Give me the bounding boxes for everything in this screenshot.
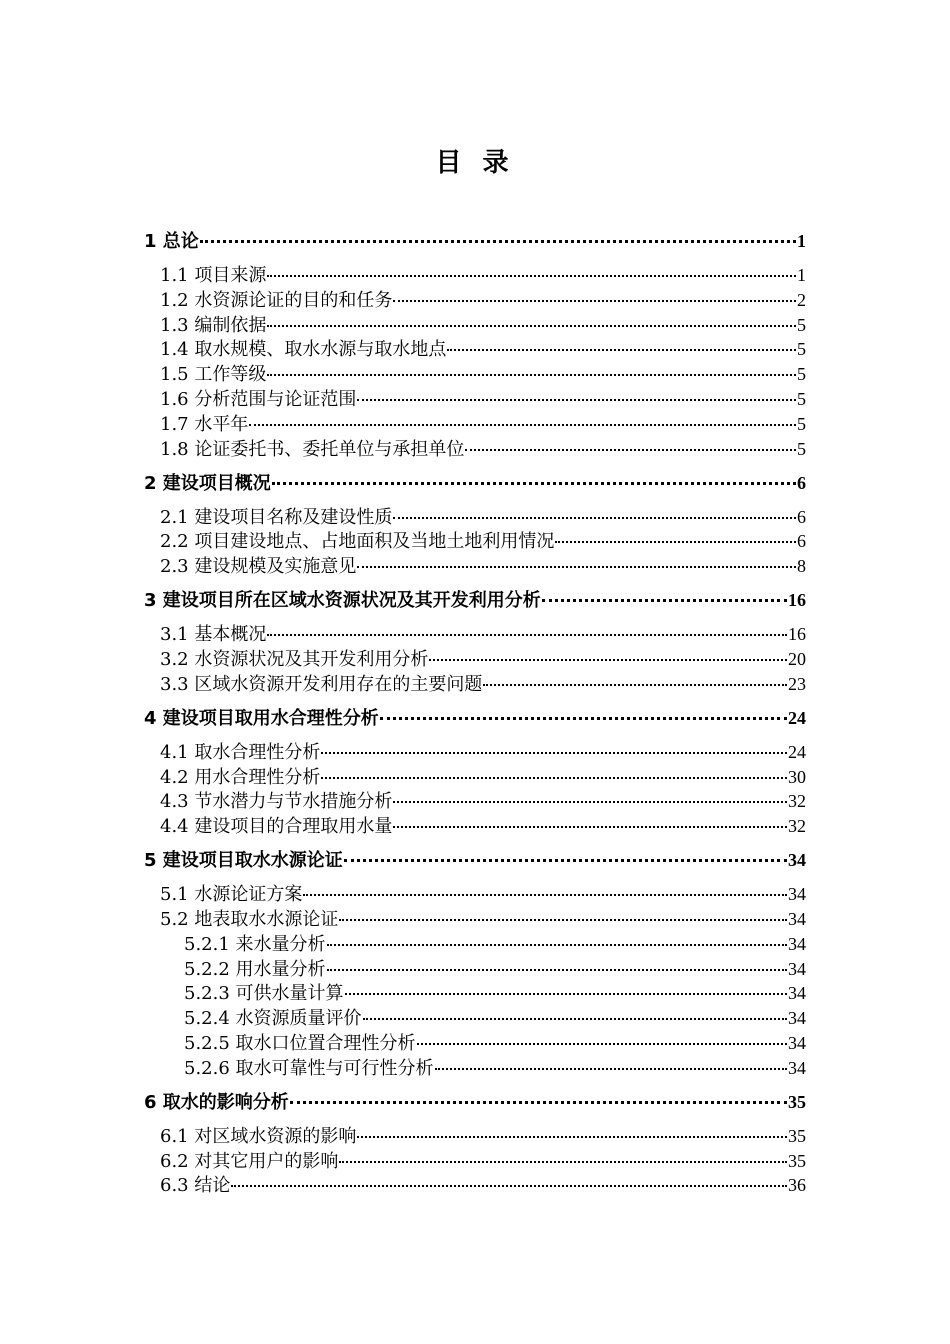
- toc-dot-leader: [393, 300, 796, 302]
- toc-section-entry[interactable]: [160, 1149, 806, 1173]
- toc-chapter-entry[interactable]: [144, 588, 806, 612]
- toc-dot-leader: [465, 449, 796, 451]
- toc-page-number: 32: [788, 816, 806, 836]
- toc-dot-leader: [380, 717, 787, 720]
- toc-page-number: 5: [797, 389, 806, 409]
- toc-entry-title: 4.3 节水潜力与节水措施分析: [160, 791, 393, 812]
- toc-page-number: 5: [797, 364, 806, 384]
- toc-dot-leader: [393, 801, 787, 803]
- toc-page-number: 16: [788, 590, 806, 610]
- toc-entry-title: 1.4 取水规模、取水水源与取水地点: [160, 339, 447, 360]
- toc-page-number: 35: [788, 1092, 806, 1112]
- toc-entry-title: 2 建设项目概况: [144, 473, 271, 494]
- toc-page-number: 34: [788, 850, 806, 870]
- toc-page-number: 36: [788, 1175, 806, 1195]
- toc-dot-leader: [200, 240, 796, 243]
- toc-page-number: 34: [788, 884, 806, 904]
- toc-subsection-entry[interactable]: [184, 932, 806, 956]
- toc-section-entry[interactable]: [160, 288, 806, 312]
- toc-chapter-entry[interactable]: [144, 848, 806, 872]
- toc-entry-title: 4.1 取水合理性分析: [160, 742, 321, 763]
- toc-page-number: 34: [788, 1033, 806, 1053]
- toc-section-entry[interactable]: [160, 622, 806, 646]
- toc-entry-title: 5.1 水源论证方案: [160, 884, 303, 905]
- toc-entry-title: 1.6 分析范围与论证范围: [160, 389, 357, 410]
- toc-entry-title: 5 建设项目取水水源论证: [144, 850, 343, 871]
- toc-dot-leader: [447, 349, 796, 351]
- toc-dot-leader: [429, 659, 787, 661]
- toc-section-entry[interactable]: [160, 789, 806, 813]
- toc-section-entry[interactable]: [160, 313, 806, 337]
- toc-page-number: 5: [797, 339, 806, 359]
- toc-dot-leader: [272, 482, 796, 485]
- toc-page-number: 34: [788, 934, 806, 954]
- toc-entry-title: 2.1 建设项目名称及建设性质: [160, 507, 393, 528]
- toc-page-number: 5: [797, 439, 806, 459]
- toc-entry-title: 1.2 水资源论证的目的和任务: [160, 290, 393, 311]
- toc-entry-title: 1 总论: [144, 231, 199, 252]
- toc-dot-leader: [357, 566, 796, 568]
- toc-page-number: 5: [797, 414, 806, 434]
- toc-dot-leader: [344, 859, 787, 862]
- toc-entry-title: 1.8 论证委托书、委托单位与承担单位: [160, 439, 465, 460]
- toc-dot-leader: [483, 684, 787, 686]
- toc-dot-leader: [357, 399, 796, 401]
- toc-dot-leader: [393, 826, 787, 828]
- toc-entry-title: 1.7 水平年: [160, 414, 249, 435]
- toc-dot-leader: [267, 374, 796, 376]
- toc-chapter-entry[interactable]: [144, 229, 806, 253]
- toc-dot-leader: [363, 1018, 787, 1020]
- toc-entry-title: 5.2.4 水资源质量评价: [184, 1008, 362, 1029]
- toc-entry-title: 1.3 编制依据: [160, 315, 267, 336]
- toc-page-number: 8: [797, 556, 806, 576]
- toc-entry-title: 4.2 用水合理性分析: [160, 767, 321, 788]
- toc-entry-title: 3.3 区域水资源开发利用存在的主要问题: [160, 674, 483, 695]
- toc-section-entry[interactable]: [160, 263, 806, 287]
- toc-entry-title: 2.2 项目建设地点、占地面积及当地土地利用情况: [160, 531, 555, 552]
- toc-entry-title: 2.3 建设规模及实施意见: [160, 556, 357, 577]
- toc-entry-title: 3.1 基本概况: [160, 624, 267, 645]
- toc-dot-leader: [231, 1185, 787, 1187]
- toc-entry-title: 1.1 项目来源: [160, 265, 267, 286]
- toc-section-entry[interactable]: [160, 554, 806, 578]
- toc-page-number: 34: [788, 959, 806, 979]
- toc-section-entry[interactable]: [160, 672, 806, 696]
- toc-subsection-entry[interactable]: [184, 1006, 806, 1030]
- toc-page-number: 6: [797, 531, 806, 551]
- toc-section-entry[interactable]: [160, 362, 806, 386]
- toc-section-entry[interactable]: [160, 412, 806, 436]
- toc-subsection-entry[interactable]: [184, 1031, 806, 1055]
- toc-entry-title: 4.4 建设项目的合理取用水量: [160, 816, 393, 837]
- toc-page-number: 34: [788, 909, 806, 929]
- toc-dot-leader: [357, 1136, 787, 1138]
- toc-page-number: 16: [788, 624, 806, 644]
- toc-dot-leader: [393, 517, 796, 519]
- toc-entry-title: 5.2.1 来水量分析: [184, 934, 326, 955]
- toc-entry-title: 5.2.6 取水可靠性与可行性分析: [184, 1058, 434, 1079]
- toc-section-entry[interactable]: [160, 387, 806, 411]
- toc-dot-leader: [339, 1161, 787, 1163]
- toc-dot-leader: [345, 993, 787, 995]
- toc-entry-title: 5.2.3 可供水量计算: [184, 983, 344, 1004]
- toc-section-entry[interactable]: [160, 1124, 806, 1148]
- toc-section-entry[interactable]: [160, 529, 806, 553]
- toc-dot-leader: [267, 325, 796, 327]
- toc-subsection-entry[interactable]: [184, 1056, 806, 1080]
- toc-dot-leader: [290, 1101, 787, 1104]
- toc-dot-leader: [267, 275, 796, 277]
- toc-page-number: 5: [797, 315, 806, 335]
- toc-page-number: 34: [788, 1058, 806, 1078]
- toc-page-number: 6: [797, 507, 806, 527]
- toc-dot-leader: [321, 777, 787, 779]
- toc-entry-title: 6.1 对区域水资源的影响: [160, 1126, 357, 1147]
- toc-entry-title: 6 取水的影响分析: [144, 1092, 289, 1113]
- toc-page-number: 1: [797, 265, 806, 285]
- toc-page-number: 32: [788, 791, 806, 811]
- toc-page-number: 35: [788, 1126, 806, 1146]
- toc-entry-title: 3 建设项目所在区域水资源状况及其开发利用分析: [144, 590, 541, 611]
- toc-entry-title: 1.5 工作等级: [160, 364, 267, 385]
- toc-dot-leader: [327, 969, 787, 971]
- toc-dot-leader: [555, 541, 796, 543]
- toc-page-number: 30: [788, 767, 806, 787]
- toc-entry-title: 5.2 地表取水水源论证: [160, 909, 339, 930]
- toc-dot-leader: [435, 1068, 787, 1070]
- toc-chapter-entry[interactable]: [144, 471, 806, 495]
- toc-entry-title: 4 建设项目取用水合理性分析: [144, 708, 379, 729]
- toc-section-entry[interactable]: [160, 647, 806, 671]
- toc-dot-leader: [303, 894, 787, 896]
- toc-page-number: 2: [797, 290, 806, 310]
- page-title: 目 录: [435, 148, 515, 178]
- toc-entry-title: 3.2 水资源状况及其开发利用分析: [160, 649, 429, 670]
- toc-page-number: 20: [788, 649, 806, 669]
- toc-page-number: 35: [788, 1151, 806, 1171]
- toc-page-number: 34: [788, 1008, 806, 1028]
- toc-section-entry[interactable]: [160, 437, 806, 461]
- toc-section-entry[interactable]: [160, 1173, 806, 1197]
- toc-section-entry[interactable]: [160, 907, 806, 931]
- toc-subsection-entry[interactable]: [184, 957, 806, 981]
- toc-section-entry[interactable]: [160, 882, 806, 906]
- toc-chapter-entry[interactable]: [144, 1090, 806, 1114]
- toc-dot-leader: [327, 944, 787, 946]
- toc-dot-leader: [267, 634, 787, 636]
- toc-chapter-entry[interactable]: [144, 706, 806, 730]
- toc-page-number: 1: [797, 231, 806, 251]
- toc-entry-title: 5.2.2 用水量分析: [184, 959, 326, 980]
- toc-entry-title: 6.3 结论: [160, 1175, 231, 1196]
- toc-page-number: 24: [788, 708, 806, 728]
- toc-section-entry[interactable]: [160, 337, 806, 361]
- toc-page-number: 23: [788, 674, 806, 694]
- toc-dot-leader: [339, 919, 787, 921]
- toc-section-entry[interactable]: [160, 505, 806, 529]
- toc-dot-leader: [542, 599, 787, 602]
- toc-dot-leader: [417, 1043, 787, 1045]
- toc-section-entry[interactable]: [160, 814, 806, 838]
- toc-section-entry[interactable]: [160, 740, 806, 764]
- toc-page-number: 34: [788, 983, 806, 1003]
- toc-page-number: 24: [788, 742, 806, 762]
- toc-page-number: 6: [797, 473, 806, 493]
- toc-entry-title: 5.2.5 取水口位置合理性分析: [184, 1033, 416, 1054]
- toc-section-entry[interactable]: [160, 765, 806, 789]
- toc-entry-title: 6.2 对其它用户的影响: [160, 1151, 339, 1172]
- toc-dot-leader: [249, 424, 796, 426]
- toc-dot-leader: [321, 752, 787, 754]
- toc-subsection-entry[interactable]: [184, 981, 806, 1005]
